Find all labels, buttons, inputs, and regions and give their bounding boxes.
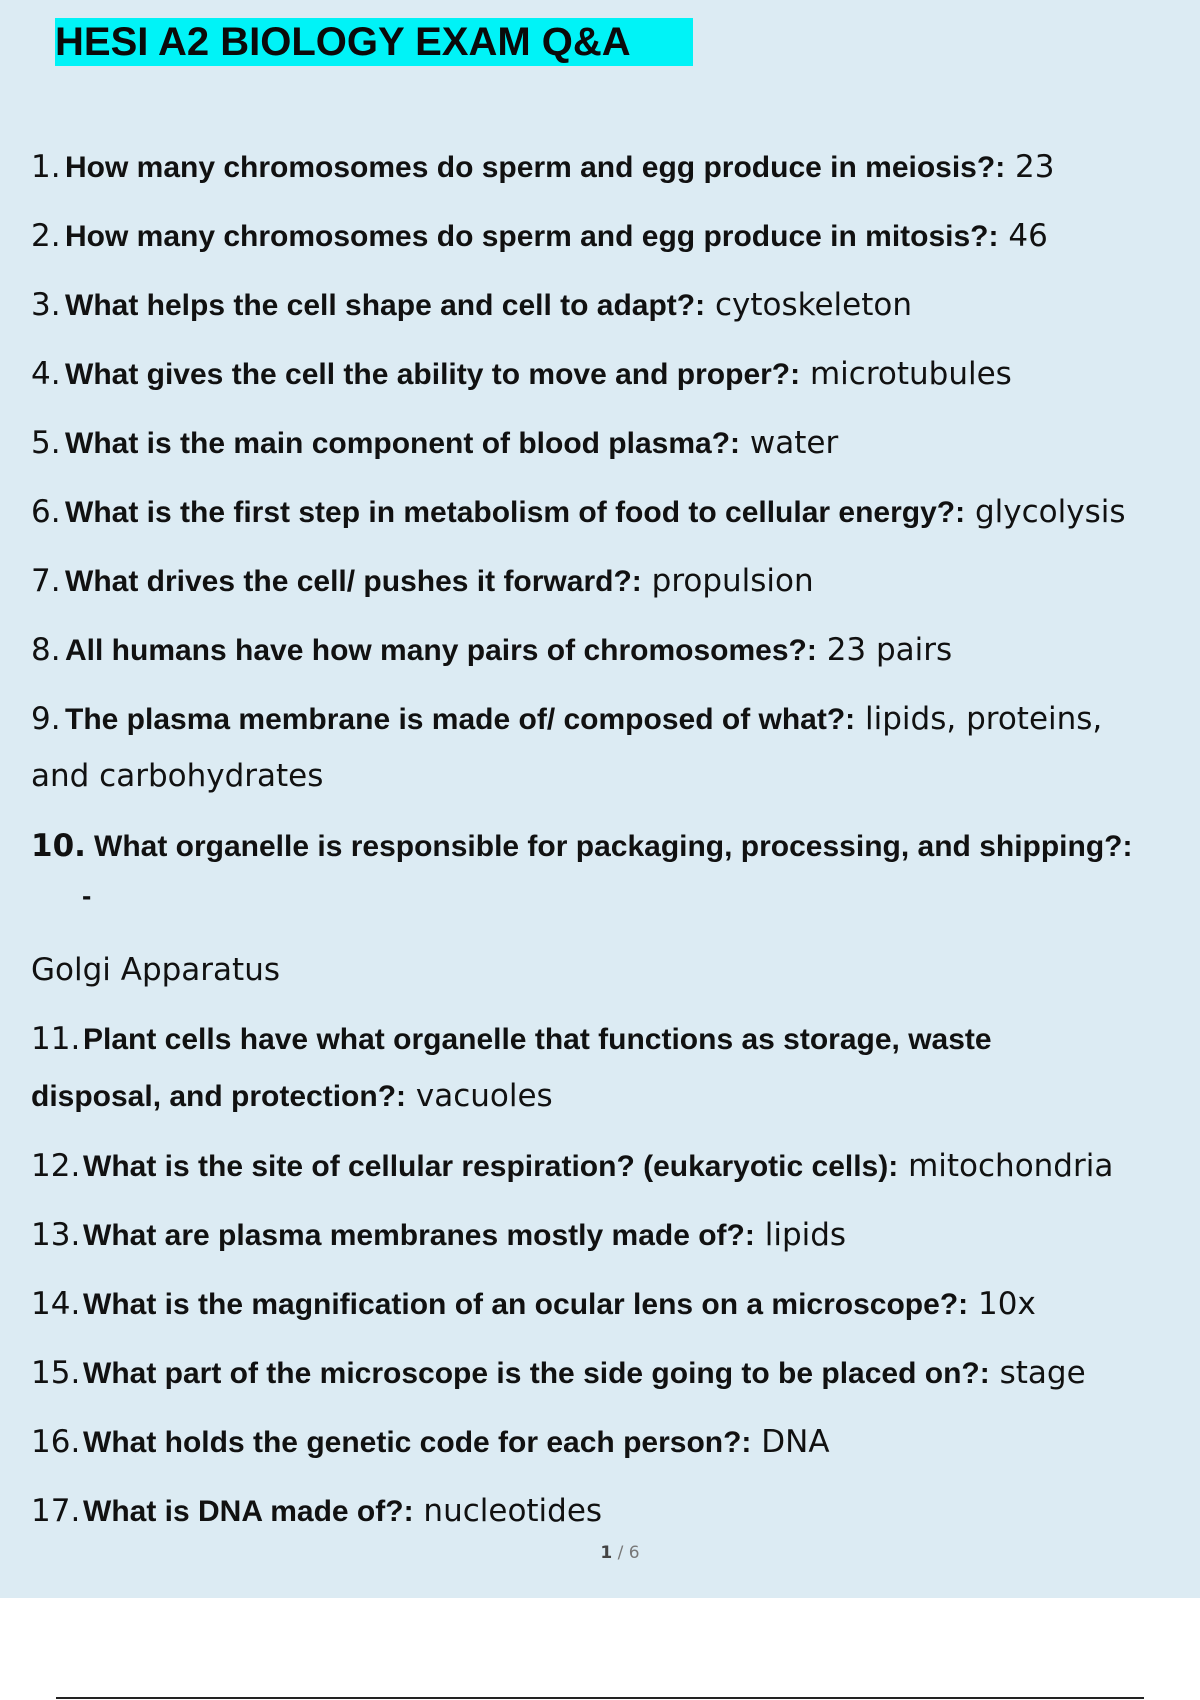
document-title: HESI A2 BIOLOGY EXAM Q&A	[55, 18, 693, 66]
item-answer: propulsion	[641, 563, 814, 599]
item-answer: lipids	[754, 1217, 847, 1253]
item-question: How many chromosomes do sperm and egg produce in mitosis?:	[65, 220, 999, 253]
answer-dash: -	[82, 880, 92, 911]
item-number: 7.	[31, 563, 61, 599]
item-question: What helps the cell shape and cell to adapt?:	[65, 289, 706, 322]
page-divider	[56, 1697, 1144, 1699]
item-number: 12.	[31, 1148, 81, 1184]
qa-item-11-continuation	[31, 1076, 553, 1117]
page-separator: /	[612, 1543, 629, 1563]
item-answer: 10x	[968, 1286, 1036, 1322]
item-question: What is the site of cellular respiration? (eukaryotic cells):	[83, 1150, 899, 1183]
item-number: 8.	[31, 632, 61, 668]
item-number: 11.	[31, 1021, 81, 1057]
item-number: 6.	[31, 494, 61, 530]
item-question: What is DNA made of?:	[83, 1495, 414, 1528]
item-number: 5.	[31, 425, 61, 461]
item-question: What holds the genetic code for each person?:	[83, 1426, 752, 1459]
item-answer: mitochondria	[898, 1148, 1114, 1184]
item-number: 13.	[31, 1217, 81, 1253]
item-answer: nucleotides	[413, 1493, 603, 1529]
item-number: 9.	[31, 701, 61, 737]
qa-item-10	[31, 826, 1133, 867]
item-number: 4.	[31, 356, 61, 392]
qa-item-11	[31, 1019, 992, 1060]
item-question: What gives the cell the ability to move and proper?:	[65, 358, 801, 391]
qa-item-6	[31, 492, 1125, 533]
item-answer: stage	[989, 1355, 1086, 1391]
qa-item-8	[31, 630, 952, 671]
page-current: 1	[600, 1543, 613, 1563]
qa-item-13	[31, 1215, 846, 1256]
item-question: What are plasma membranes mostly made of?:	[83, 1219, 755, 1252]
qa-item-3	[31, 285, 912, 326]
item-answer: water	[740, 425, 839, 461]
item-answer: vacuoles	[406, 1078, 553, 1114]
item-question: What drives the cell/ pushes it forward?:	[65, 565, 642, 598]
item-answer: 46	[998, 218, 1048, 254]
item-answer: 23 pairs	[816, 632, 953, 668]
item-number: 16.	[31, 1424, 81, 1460]
item-number: 1.	[31, 149, 61, 185]
page-number	[0, 1543, 1200, 1563]
qa-item-15	[31, 1353, 1086, 1394]
item-question: What is the main component of blood plasma?:	[65, 427, 741, 460]
qa-item-4	[31, 354, 1012, 395]
item-number: 2.	[31, 218, 61, 254]
item-number: 15.	[31, 1355, 81, 1391]
qa-item-5	[31, 423, 838, 464]
item-answer: DNA	[751, 1424, 830, 1460]
item-question-cont: disposal, and protection?:	[31, 1080, 407, 1113]
item-question: All humans have how many pairs of chromosomes?:	[65, 634, 817, 667]
qa-item-10-answer: Golgi Apparatus	[31, 952, 280, 988]
item-question: What is the first step in metabolism of food to cellular energy?:	[65, 496, 966, 529]
qa-item-1	[31, 147, 1055, 188]
qa-item-14	[31, 1284, 1036, 1325]
item-question: What is the magnification of an ocular lens on a microscope?:	[83, 1288, 969, 1321]
qa-item-9	[31, 699, 1102, 740]
item-number: 14.	[31, 1286, 81, 1322]
item-number: 3.	[31, 287, 61, 323]
item-question: The plasma membrane is made of/ composed of what?:	[65, 703, 856, 736]
qa-item-7	[31, 561, 814, 602]
qa-item-9-continuation: and carbohydrates	[31, 758, 324, 794]
item-answer: microtubules	[800, 356, 1012, 392]
item-question: What organelle is responsible for packaging, processing, and shipping?:	[94, 830, 1133, 863]
item-number: 10.	[31, 828, 86, 864]
qa-item-16	[31, 1422, 830, 1463]
item-question: How many chromosomes do sperm and egg produce in meiosis?:	[65, 151, 1006, 184]
qa-item-12	[31, 1146, 1113, 1187]
item-question: Plant cells have what organelle that functions as storage, waste	[83, 1023, 992, 1056]
qa-item-2	[31, 216, 1048, 257]
qa-item-17	[31, 1491, 602, 1532]
item-answer: lipids, proteins,	[855, 701, 1103, 737]
item-answer: cytoskeleton	[705, 287, 912, 323]
item-answer: 23	[1005, 149, 1055, 185]
item-number: 17.	[31, 1493, 81, 1529]
item-question: What part of the microscope is the side going to be placed on?:	[83, 1357, 990, 1390]
page-total: 6	[628, 1543, 640, 1563]
item-answer: glycolysis	[965, 494, 1126, 530]
